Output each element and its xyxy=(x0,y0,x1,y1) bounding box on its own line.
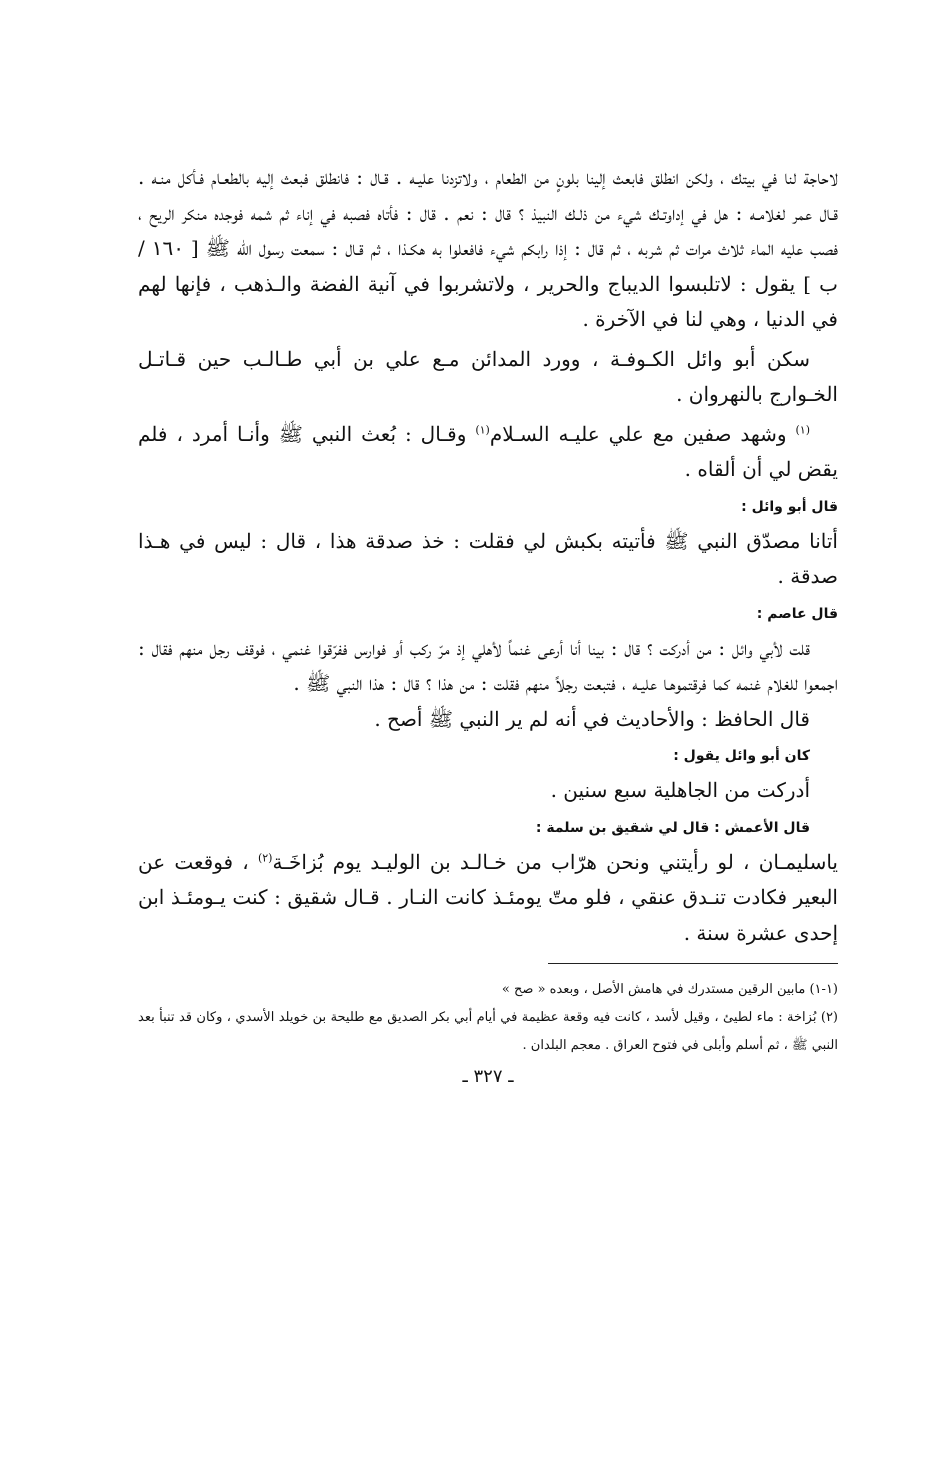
paragraph-siffin-text-b: وقـال : بُعث النبي ﷺ وأنـا أمرد ، فلم يقض لي أن ألقاه . xyxy=(138,421,838,481)
heading-amash-said: قال الأعمش : قال لي شقيق بن سلمة : xyxy=(535,819,810,836)
paragraph-hafiz: قال الحافظ : والأحاديث في أنه لم ير النبي ﷺ أصح . xyxy=(374,706,810,731)
paragraph-abu-wail-kufa: سكن أبو وائل الكـوفـة ، وورد المدائن مـع علي بن أبي طـالـب حين قـاتـل الخـوارج بالنهروان . xyxy=(138,346,838,406)
heading-asim-said: قال عاصم : xyxy=(756,605,838,622)
heading-abu-wail-said: قال أبو وائل : xyxy=(741,498,838,515)
paragraph-buzakha-text-b: ، فوقعت عن البعير فكادت تنـدق عنقي ، فلو متّ يومئـذ كانت النـار . قـال شقيق : كنت يـومئـذ ابن إحدى عشرة سنة . xyxy=(138,849,838,945)
paragraph-omar-nabidh: لاحاجة لنا في بيتك ، ولكن انطلق فابعث إلينا بلونٍ من الطعام ، ولاتزدنا عليـه . قـال : فانطلق فبعث إليه بالطعـام فـأكل منـه . قـال عمر لغلامـه : هل في إداوتـك شيء من ذلـك النبيذ ؟ قال : نعم . قال : فأتاه فصبه في إناء ثم شمه فوجده منكر الريح ، فصب عليه الماء ثلاث مرات ثم شربه ، ثم قال : إذا رابكم شيء فافعلوا به هكـذا ، ثم قـال : سمعت رسول الله ﷺ [ ١٦٠ / ب ] يقول : لاتلبسوا الديباج والحرير ، ولاتشربوا في آنية الفضة والـذهب ، فإنها لهم في الدنيا ، وهي لنا في الآخرة . xyxy=(138,165,838,331)
paragraph-buzakha-text-a: ياسليمـان ، لو رأيتني ونحن هرّاب من خـالـد بن الوليـد يوم بُزاخَـة xyxy=(272,849,838,874)
page-number: ـ ٣٢٧ ـ xyxy=(462,1066,514,1087)
paragraph-buzakha xyxy=(138,845,838,952)
paragraph-siffin-text-a: وشهد صفين مع علي عليـه السـلام xyxy=(489,421,787,446)
footnote-marker-2: (٢) xyxy=(257,850,273,864)
footnote-marker-1-close: (١) xyxy=(475,422,490,436)
footnote-1: (١-١) مابين الرقين مستدرك في هامش الأصل ، وبعده « صح » xyxy=(501,982,838,997)
footnote-separator xyxy=(548,963,838,964)
footnote-marker-1-open: (١) xyxy=(795,422,811,436)
paragraph-siffin xyxy=(138,417,838,488)
paragraph-sheep-story: قلت لأبي وائل : من أدركت ؟ قال : بينا أنا أرعى غنماً لأهلي إذ مرّ ركب أو فوارس ففرّقوا غنمي ، فوقف رجل منهم فقال : اجمعوا للغلام غنمه كما فرقتموهـا عليـه ، فتبعت رجلاً منهم فقلت : من هذا ؟ قال : هذا النبي ﷺ . xyxy=(138,635,838,695)
paragraph-jahiliyya: أدركت من الجاهلية سبع سنين . xyxy=(550,778,810,802)
footnote-2: (٢) بُزاخة : ماء لطيئ ، وقيل لأسد ، كانت فيه وقعة عظيمة في أيام أبي بكر الصديق مع طليحة بن خويلد الأسدي ، وكان قد تنبأ بعد النبي ﷺ ، ثم أسلم وأبلى في فتوح العراق . معجم البلدان . xyxy=(138,1010,838,1053)
heading-abu-wail-used-to-say: كان أبو وائل يقول : xyxy=(673,748,810,764)
paragraph-sadaqa: أتانا مصدّق النبي ﷺ فأتيته بكبش لي فقلت : خذ صدقة هذا ، قال : ليس في هـذا صدقة . xyxy=(138,528,838,588)
